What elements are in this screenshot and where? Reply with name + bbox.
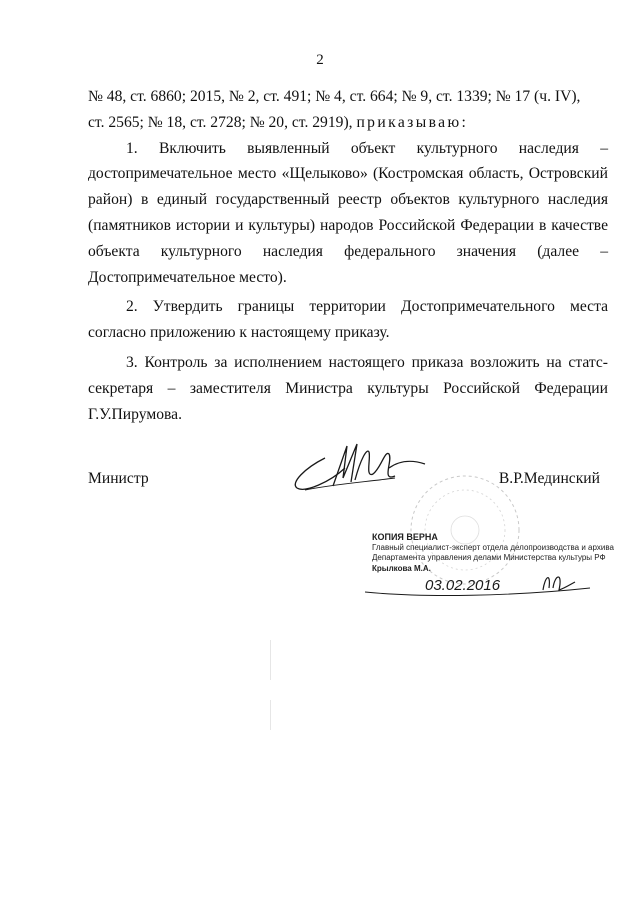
order-item-2: 2. Утвердить границы территории Достопримечательного места согласно приложению к настоящему приказу. <box>88 298 608 342</box>
copy-stamp-position-line-2: Департамента управления делами Министерства культуры РФ <box>372 553 606 562</box>
minister-name: В.Р.Мединский <box>498 470 600 487</box>
legal-reference-tail <box>88 110 608 136</box>
order-body <box>88 84 608 427</box>
order-item-3: 3. Контроль за исполнением настоящего приказа возложить на статс-секретаря – заместителя Министра культуры Российской Федерации Г.У.Пирумова. <box>88 353 608 423</box>
copy-stamp-title: КОПИЯ ВЕРНА <box>372 532 438 542</box>
order-item-1: 1. Включить выявленный объект культурного наследия – достопримечательное место «Щелыково» (Костромская область, Островский район) в единый государственный реестр объектов культурного наследия (памятников истории и культуры) народов Российской Федерации в качестве объекта культурного наследия федерального значения (далее – Достопримечательное место). <box>88 139 608 286</box>
minister-title: Министр <box>88 470 149 487</box>
scan-artifact <box>270 700 271 730</box>
copy-stamp-position-line-1: Главный специалист-эксперт отдела делопроизводства и архива <box>372 542 614 552</box>
copy-stamp-name: Крылкова М.А. <box>372 563 431 573</box>
legal-reference-line: № 48, ст. 6860; 2015, № 2, ст. 491; № 4, ст. 664; № 9, ст. 1339; № 17 (ч. IV), <box>88 88 581 105</box>
page-number: 2 <box>316 52 324 68</box>
handwritten-date-text: 03.02.2016 <box>425 577 501 594</box>
handwritten-date <box>365 568 595 608</box>
scan-artifact <box>270 640 271 680</box>
legal-reference-end: ст. 2565; № 18, ст. 2728; № 20, ст. 2919), <box>88 113 353 131</box>
order-word: приказываю: <box>356 113 469 131</box>
